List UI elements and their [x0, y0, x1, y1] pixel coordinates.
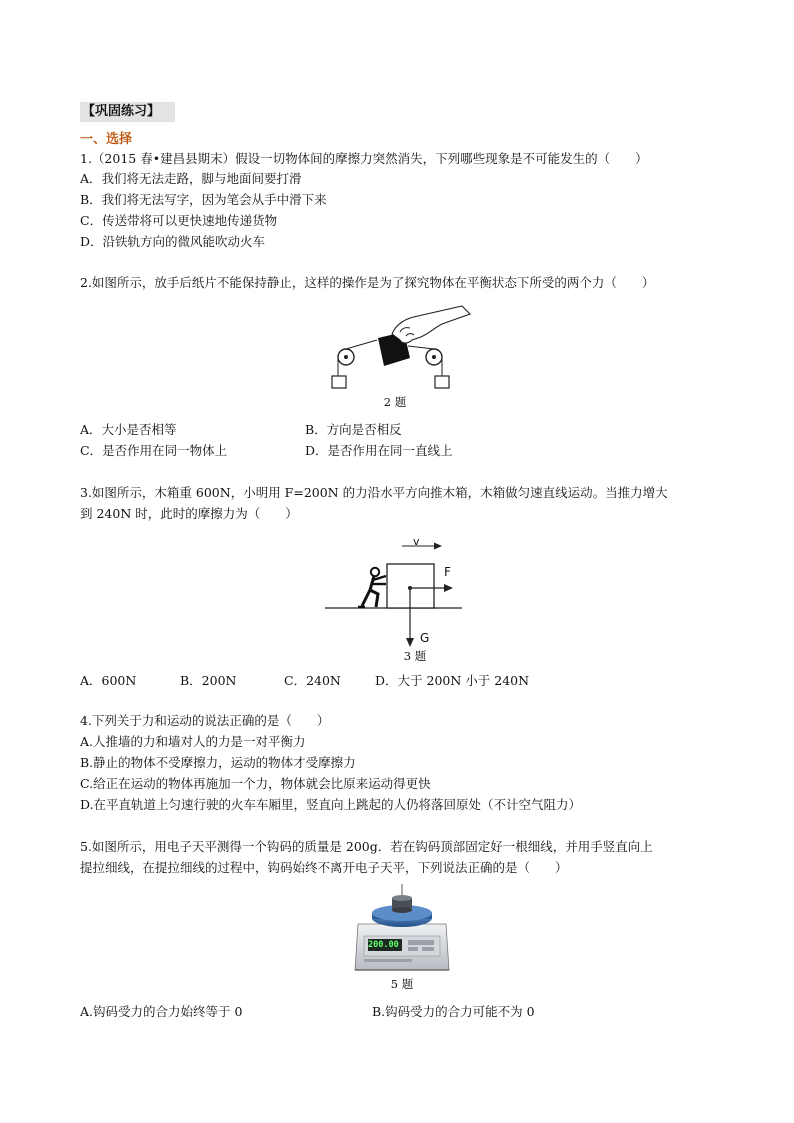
q3-caption: 3 题 [403, 649, 427, 663]
section-heading: 一、选择 [80, 132, 133, 147]
q2-option-b: B．方向是否相反 [305, 422, 402, 437]
q4-option-b: B.静止的物体不受摩擦力，运动的物体才受摩擦力 [80, 755, 356, 770]
q1-option-b: B．我们将无法写字，因为笔会从手中滑下来 [80, 192, 327, 207]
q4-option-a: A.人推墙的力和墙对人的力是一对平衡力 [80, 734, 306, 749]
q1-option-d: D．沿铁轨方向的微风能吹动火车 [80, 234, 266, 249]
q3-stem-line1: 3.如图所示，木箱重 600N，小明用 F=200N 的力沿水平方向推木箱，木箱做匀速直线运动。当推力增大 [80, 485, 668, 500]
q5-caption: 5 题 [390, 977, 414, 991]
q5-option-a: A.钩码受力的合力始终等于 0 [80, 1004, 243, 1019]
q4-stem: 4.下列关于力和运动的说法正确的是（ ） [80, 713, 330, 728]
q2-option-c: C．是否作用在同一物体上 [80, 443, 228, 458]
q2-stem: 2.如图所示，放手后纸片不能保持静止，这样的操作是为了探究物体在平衡状态下所受的两个力（ ） [80, 275, 655, 290]
q4-option-d: D.在平直轨道上匀速行驶的火车车厢里，竖直向上跳起的人仍将落回原处（不计空气阻力） [80, 797, 582, 812]
q3-option-a: A．600N [80, 673, 137, 688]
q3-option-b: B．200N [180, 673, 237, 688]
q4-option-c: C.给正在运动的物体再施加一个力，物体就会比原来运动得更快 [80, 776, 431, 791]
q2-option-a: A．大小是否相等 [80, 422, 177, 437]
q5-stem-line2: 提拉细线，在提拉细线的过程中，钩码始终不离开电子天平，下列说法正确的是（ ） [80, 860, 568, 875]
q1-option-a: A．我们将无法走路，脚与地面间要打滑 [80, 171, 302, 186]
q3-stem-line2: 到 240N 时，此时的摩擦力为（ ） [80, 506, 298, 521]
q5-stem-line1: 5.如图所示，用电子天平测得一个钩码的质量是 200g．若在钩码顶部固定好一根细线，并用手竖直向上 [80, 839, 653, 854]
q3-figure-label-f: F [444, 565, 451, 579]
q5-balance-display: 200.00 [368, 940, 399, 950]
q3-option-d: D．大于 200N 小于 240N [375, 673, 530, 688]
q3-option-c: C．240N [284, 673, 341, 688]
q1-option-c: C．传送带将可以更快速地传递货物 [80, 213, 278, 228]
q5-option-b: B.钩码受力的合力可能不为 0 [372, 1004, 535, 1019]
q2-option-d: D．是否作用在同一直线上 [305, 443, 453, 458]
q3-figure-label-g: G [420, 631, 430, 645]
q2-figure-card-pulleys [322, 300, 472, 396]
section-tag: 【巩固练习】 [80, 102, 175, 122]
q1-stem: 1.（2015 春•建昌县期末）假设一切物体间的摩擦力突然消失，下列哪些现象是不可能发生的（ ） [80, 151, 648, 166]
q2-caption: 2 题 [383, 395, 407, 409]
q3-figure-label-v: v [413, 535, 420, 548]
q3-figure-box-push [322, 530, 472, 655]
q5-figure-electronic-balance [352, 884, 452, 974]
